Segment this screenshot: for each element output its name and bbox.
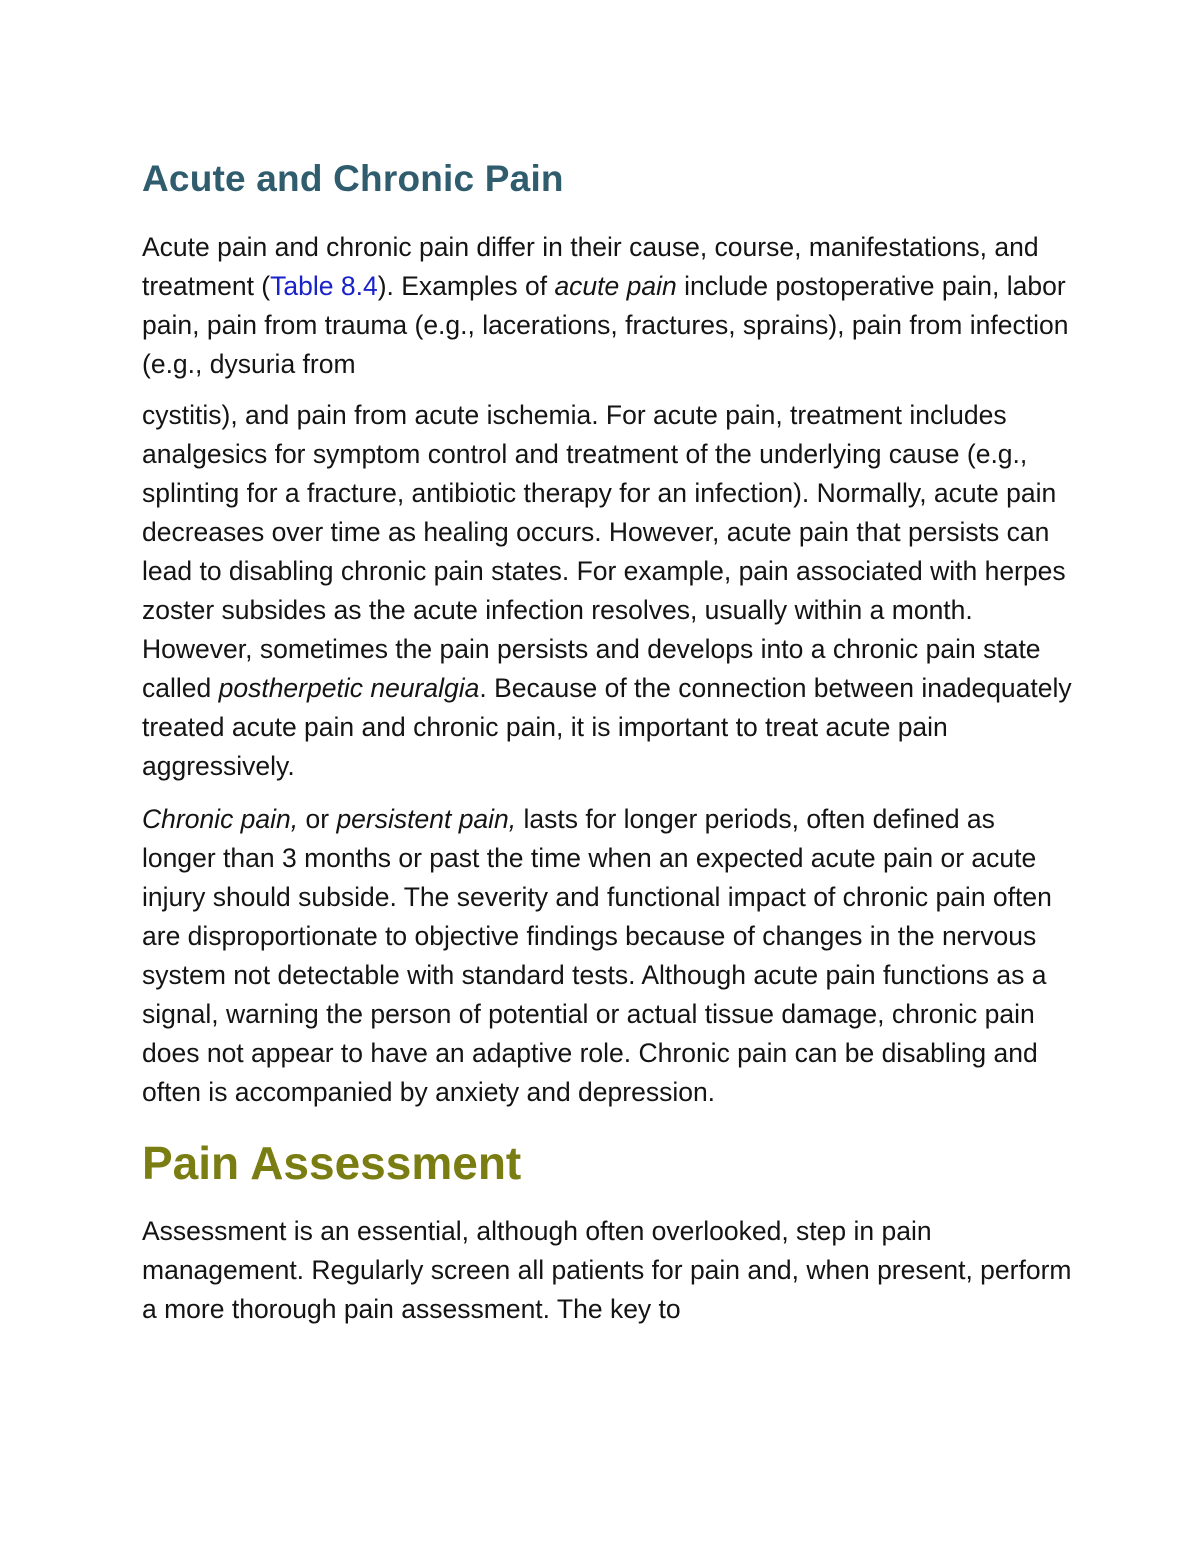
text-run: cystitis), and pain from acute ischemia. For acute pain, treatment includes analgesics for symptom control and treatment of the underlying cause (e.g., splinting for a fracture, antibiotic therapy for an infection). Normally, acute pain decreases over time as healing occurs. However, acute pain that persists can lead to disabling chronic pain states. For example, pain associated with herpes zoster subsides as the acute infection resolves, usually within a month. However, sometimes the pain persists and develops into a chronic pain state called	[142, 400, 1066, 703]
paragraph-acute-pain	[142, 228, 1072, 786]
paragraph-chronic-pain	[142, 800, 1072, 1112]
document-page	[142, 150, 1072, 1343]
line-gap	[142, 384, 1072, 396]
text-run: . Because of the connection between inadequately treated acute pain and chronic pain, it is important to treat acute pain aggressively.	[142, 673, 1072, 781]
section-heading-acute-chronic-pain: Acute and Chronic Pain	[142, 158, 564, 199]
text-run: or	[298, 804, 337, 834]
table-8-4-link[interactable]: Table 8.4	[270, 271, 378, 301]
text-run: Acute pain and chronic pain differ in their cause, course, manifestations, and treatment (	[142, 232, 1039, 301]
term-acute-pain: acute pain	[554, 271, 677, 301]
paragraph-pain-assessment: Assessment is an essential, although often overlooked, step in pain management. Regularly screen all patients for pain and, when present, perform a more thorough pain assessment. The key to	[142, 1216, 1072, 1324]
term-postherpetic-neuralgia: postherpetic neuralgia	[218, 673, 480, 703]
term-persistent-pain: persistent pain,	[336, 804, 517, 834]
text-run: ). Examples of	[377, 271, 555, 301]
text-run: include postoperative pain, labor pain, pain from trauma (e.g., lacerations, fractures, sprains), pain from infection (e.g., dysuria from	[142, 271, 1069, 379]
section-heading-pain-assessment: Pain Assessment	[142, 1137, 522, 1189]
term-chronic-pain: Chronic pain,	[142, 804, 299, 834]
text-run: lasts for longer periods, often defined as longer than 3 months or past the time when an expected acute pain or acute injury should subside. The severity and functional impact of chronic pain often are disproportionate to objective findings because of changes in the nervous system not detectable with standard tests. Although acute pain functions as a signal, warning the person of potential or actual tissue damage, chronic pain does not appear to have an adaptive role. Chronic pain can be disabling and often is accompanied by anxiety and depression.	[142, 804, 1052, 1107]
